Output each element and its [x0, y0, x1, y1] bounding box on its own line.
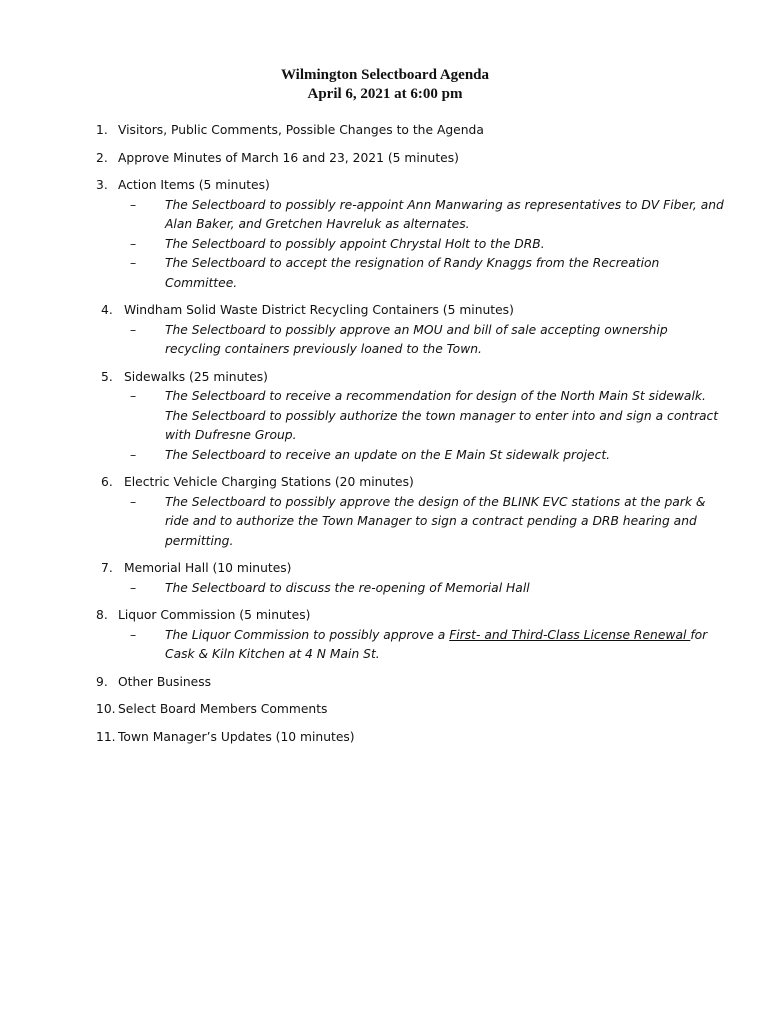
sub-item-text: The Selectboard to possibly approve an MOU and bill of sale accepting ownership recycling containers previously loaned to the Town. — [165, 322, 668, 356]
sub-item-text: The Selectboard to possibly approve the design of the BLINK EVC stations at the park & ride and to authorize the Town Manager to sign a contract pending a DRB hearing and permitting. — [165, 494, 706, 548]
sub-item-text: The Selectboard to possibly re-appoint Ann Manwaring as representatives to DV Fiber, and Alan Baker, and Gretchen Havreluk as alternates. — [165, 197, 724, 231]
item-number: 2. — [96, 150, 108, 165]
item-number: 8. — [96, 608, 108, 622]
dash-bullet: – — [130, 627, 137, 642]
agenda-date: April 6, 2021 at 6:00 pm — [307, 86, 463, 102]
dash-bullet: – — [130, 322, 137, 337]
item-number: 3. — [96, 178, 108, 192]
sub-item — [130, 196, 726, 235]
sub-item-list — [118, 196, 726, 294]
item-text: Liquor Commission (5 minutes) — [118, 608, 311, 622]
agenda-item-8 — [96, 606, 726, 665]
item-text: Electric Vehicle Charging Stations (20 minutes) — [124, 475, 414, 489]
agenda-item-4 — [96, 301, 726, 360]
item-text: Memorial Hall (10 minutes) — [124, 561, 292, 575]
sub-item-list — [124, 387, 726, 465]
sub-item — [130, 321, 726, 360]
sub-item-text: The Selectboard to accept the resignation of Randy Knaggs from the Recreation Committee. — [165, 256, 660, 290]
agenda-item-10 — [96, 700, 726, 720]
item-number: 6. — [101, 475, 113, 489]
item-text: Windham Solid Waste District Recycling Containers (5 minutes) — [124, 303, 514, 317]
license-renewal-link[interactable]: First- and Third-Class License Renewal — [449, 627, 691, 642]
sub-item — [130, 626, 726, 665]
dash-bullet: – — [130, 197, 137, 212]
item-number: 7. — [101, 561, 113, 575]
agenda-item-9 — [96, 673, 726, 693]
sub-item-text: The Selectboard to receive an update on the E Main St sidewalk project. — [165, 447, 611, 462]
sub-item — [130, 235, 726, 255]
item-text: Select Board Members Comments — [118, 702, 328, 716]
agenda-header — [0, 66, 770, 104]
agenda-item-3 — [96, 176, 726, 293]
sub-item — [130, 493, 726, 552]
dash-bullet: – — [130, 256, 137, 270]
agenda-item-6 — [96, 473, 726, 551]
item-text: Town Manager’s Updates (10 minutes) — [118, 729, 355, 744]
agenda-item-7 — [96, 559, 726, 598]
item-text: Sidewalks (25 minutes) — [124, 369, 268, 384]
sub-item-text-before: The Liquor Commission to possibly approve a — [165, 627, 450, 642]
agenda-item-5 — [96, 368, 726, 466]
sub-item-list — [124, 579, 726, 599]
sub-item-text: The Selectboard to receive a recommendation for design of the North Main St sidewalk. The Selectboard to possibly authorize the town manager to enter into and sign a contract with Dufresne Group. — [165, 389, 719, 442]
dash-bullet: – — [130, 494, 137, 509]
item-number: 1. — [96, 123, 108, 137]
sub-item-list — [124, 321, 726, 360]
sub-item — [130, 446, 726, 466]
agenda-list — [96, 121, 726, 755]
sub-item — [130, 387, 726, 446]
dash-bullet: – — [130, 389, 137, 403]
agenda-item-1 — [96, 121, 726, 141]
item-text: Action Items (5 minutes) — [118, 178, 270, 192]
sub-item-list — [118, 626, 726, 665]
item-text: Approve Minutes of March 16 and 23, 2021 (5 minutes) — [118, 150, 459, 165]
item-number: 5. — [101, 369, 113, 384]
item-text: Other Business — [118, 674, 212, 689]
dash-bullet: – — [130, 580, 137, 595]
item-number: 9. — [96, 674, 108, 689]
agenda-title: Wilmington Selectboard Agenda — [280, 67, 490, 83]
item-number: 11. — [96, 729, 116, 744]
agenda-item-11 — [96, 728, 726, 748]
sub-item-text: The Selectboard to possibly appoint Chrystal Holt to the DRB. — [165, 236, 545, 251]
sub-item-text-after: for Cask & Kiln Kitchen at 4 N Main St. — [165, 627, 708, 661]
item-text: Visitors, Public Comments, Possible Changes to the Agenda — [118, 123, 484, 137]
sub-item-text: The Selectboard to discuss the re-opening of Memorial Hall — [165, 580, 530, 595]
agenda-item-2 — [96, 149, 726, 169]
sub-item — [130, 254, 726, 293]
dash-bullet: – — [130, 447, 137, 462]
sub-item — [130, 579, 726, 599]
sub-item-list — [124, 493, 726, 552]
item-number: 4. — [101, 303, 113, 317]
item-number: 10. — [96, 702, 116, 716]
dash-bullet: – — [130, 236, 137, 251]
